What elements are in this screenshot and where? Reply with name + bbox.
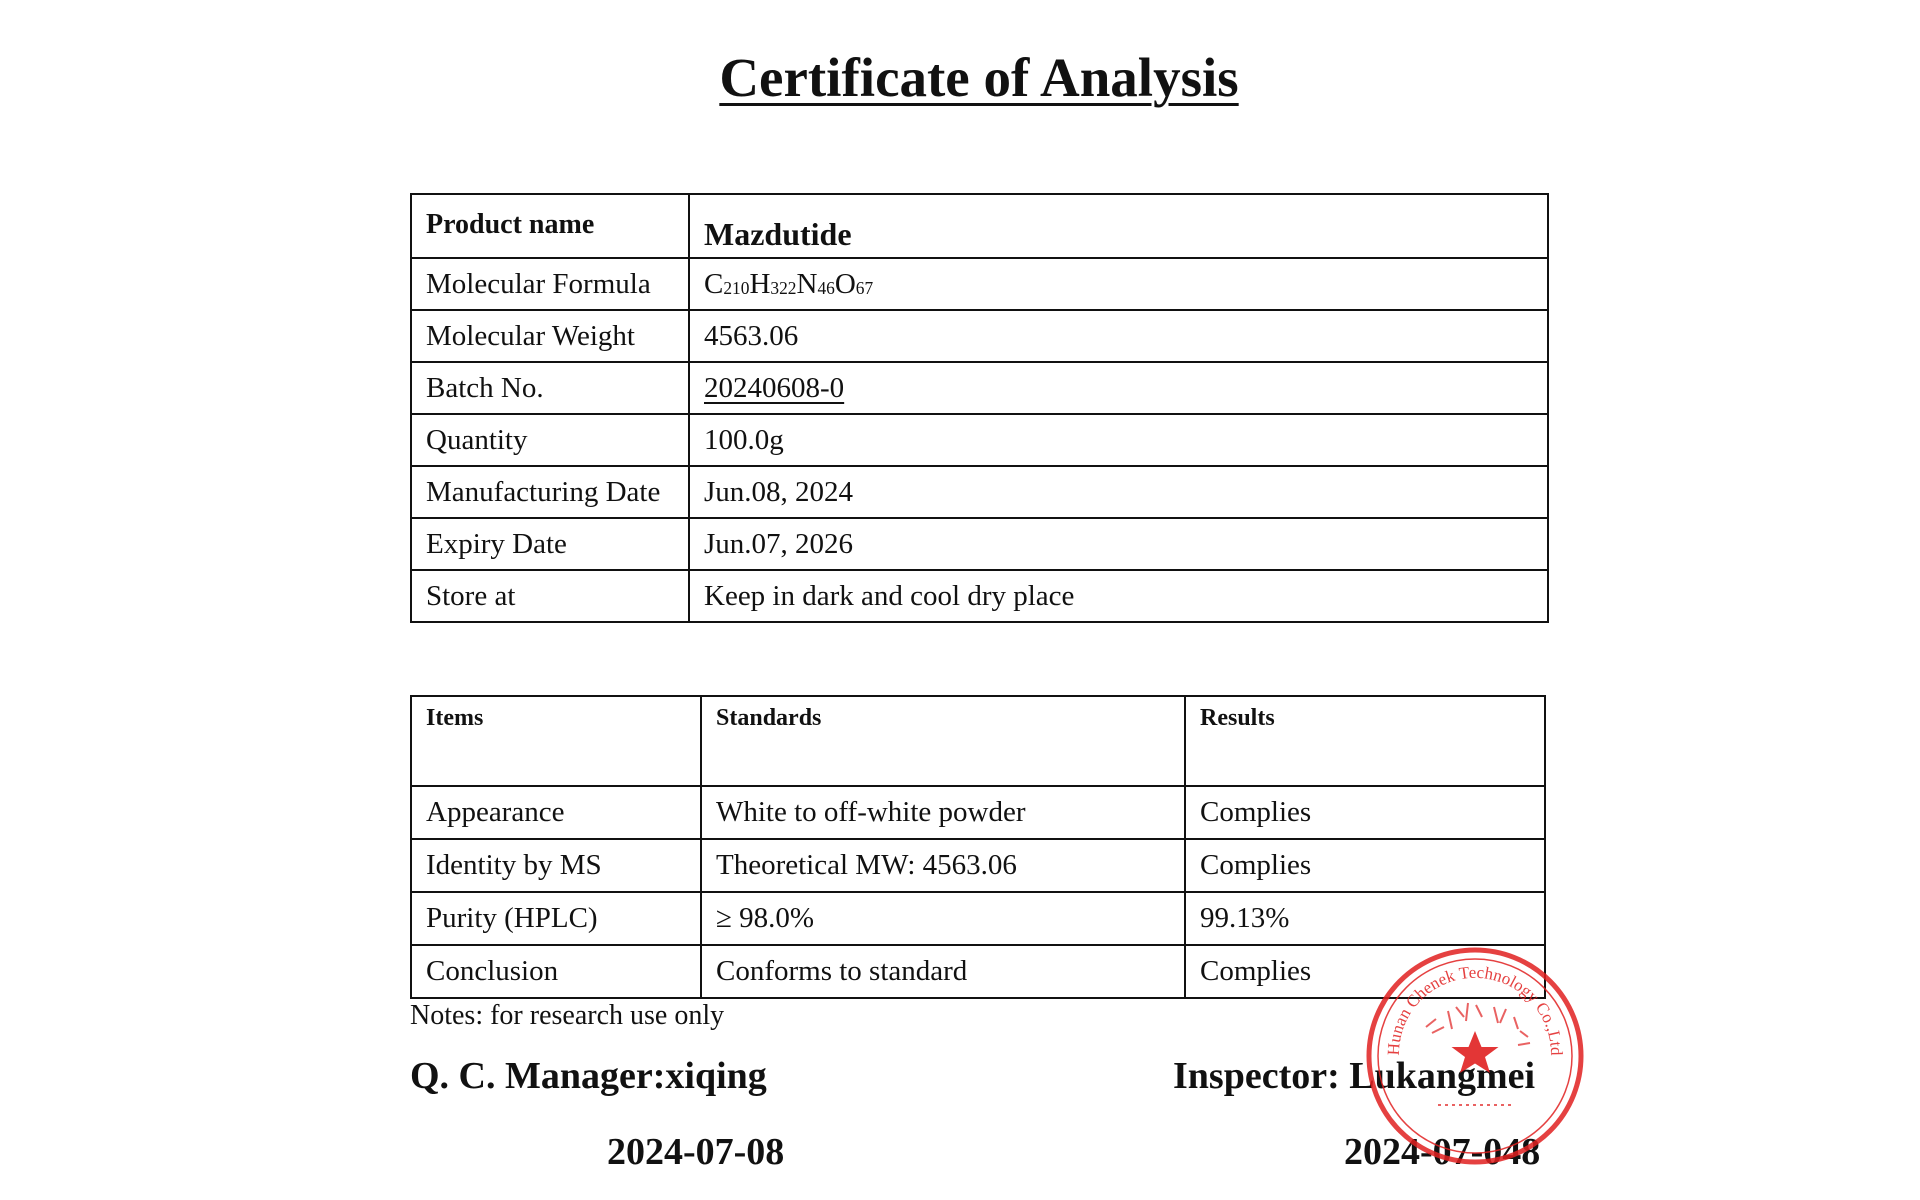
molecular-formula-value: $C_{210}H_{322}N_{46}O_{67}$ [689,258,1548,310]
inspector-signature: Inspector: Lukangmei [1173,1055,1536,1097]
svg-text:Hunan Chenek Technology Co.,Lt: Hunan Chenek Technology Co.,Ltd [1383,962,1567,1056]
batch-no-value: 20240608-0 [704,371,845,404]
qc-manager-signature: Q. C. Manager:xiqing [410,1055,767,1097]
notes-text: Notes: for research use only [410,1000,725,1031]
table-row [411,310,1548,362]
results-header: Results [1185,696,1545,786]
table-header-row [411,696,1545,786]
product-name-label: Product name [411,194,689,258]
batch-no-label: Batch No. [411,362,689,414]
test-item: Purity (HPLC) [411,892,701,945]
store-at-value: Keep in dark and cool dry place [689,570,1548,622]
product-name-value: Mazdutide [689,194,1548,258]
molecular-formula-label: Molecular Formula [411,258,689,310]
molecular-weight-label: Molecular Weight [411,310,689,362]
test-item: Appearance [411,786,701,839]
molecular-weight-value: 4563.06 [689,310,1548,362]
table-row [411,518,1548,570]
quantity-label: Quantity [411,414,689,466]
qc-date: 2024-07-08 [607,1131,785,1173]
store-at-label: Store at [411,570,689,622]
table-row [411,194,1548,258]
test-item: Conclusion [411,945,701,998]
test-result: 99.13% [1185,892,1545,945]
test-item: Identity by MS [411,839,701,892]
test-standard: White to off-white powder [701,786,1185,839]
expiry-date-label: Expiry Date [411,518,689,570]
table-row [411,414,1548,466]
table-row [411,570,1548,622]
table-row [411,362,1548,414]
manufacturing-date-label: Manufacturing Date [411,466,689,518]
test-standard: ≥ 98.0% [701,892,1185,945]
table-row [411,892,1545,945]
inspector-date: 2024-07-048 [1344,1131,1541,1173]
quantity-value: 100.0g [689,414,1548,466]
table-row [411,839,1545,892]
table-row [411,786,1545,839]
manufacturing-date-value: Jun.08, 2024 [689,466,1548,518]
test-result: Complies [1185,786,1545,839]
table-row [411,466,1548,518]
test-standard: Theoretical MW: 4563.06 [701,839,1185,892]
test-result: Complies [1185,945,1545,998]
company-seal-stamp-icon [1364,945,1586,1167]
product-info-table [410,193,1549,623]
table-row [411,258,1548,310]
document-title: Certificate of Analysis [719,47,1239,108]
test-standard: Conforms to standard [701,945,1185,998]
standards-header: Standards [701,696,1185,786]
batch-no-cell [689,362,1548,414]
expiry-date-value: Jun.07, 2026 [689,518,1548,570]
items-header: Items [411,696,701,786]
test-result: Complies [1185,839,1545,892]
